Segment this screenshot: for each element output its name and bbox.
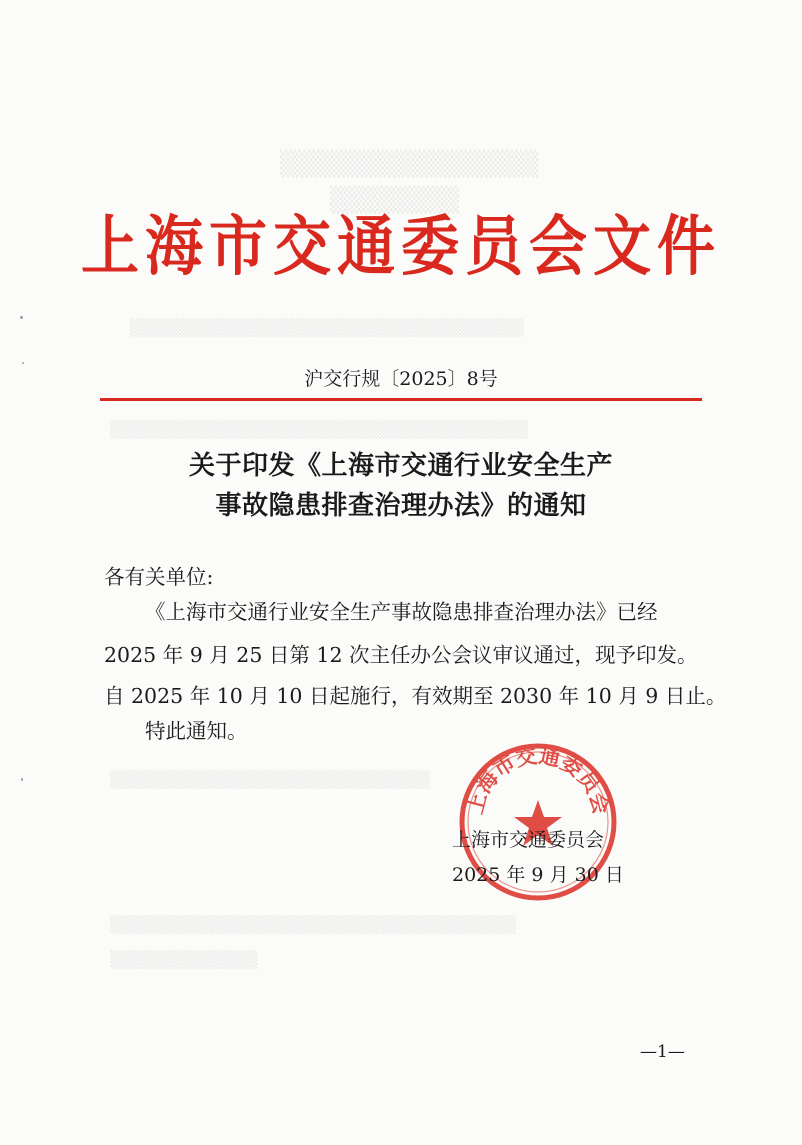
- red-divider-line: [100, 398, 702, 401]
- body-paragraph-1: 《上海市交通行业安全生产事故隐患排查治理办法》已经: [145, 600, 658, 624]
- show-through-text: ▒▒▒▒▒▒▒▒▒▒▒▒: [110, 950, 258, 969]
- page-number: —1—: [640, 1042, 685, 1062]
- document-title-line-2: 事故隐患排查治理办法》的通知: [215, 491, 587, 521]
- seal-text: 上海市交通委员会: [461, 742, 615, 817]
- scan-speck: [21, 778, 23, 781]
- salutation: 各有关单位:: [104, 565, 214, 589]
- scan-speck: [20, 316, 23, 319]
- body-paragraph-3: 自 2025 年 10 月 10 日起施行，有效期至 2030 年 10 月 9 日止。: [104, 684, 727, 708]
- body-paragraph-2: 2025 年 9 月 25 日第 12 次主任办公会议审议通过，现予印发。: [104, 643, 698, 667]
- signing-date: 2025 年 9 月 30 日: [452, 864, 624, 886]
- closing-remark: 特此通知。: [145, 719, 248, 743]
- show-through-text: ▒▒▒▒▒▒▒▒▒▒▒▒▒▒▒▒▒▒▒▒▒▒▒▒▒▒▒▒▒▒▒▒▒: [110, 915, 517, 934]
- issuing-organization-header: 上海市交通委员会文件: [80, 207, 721, 285]
- document-title-line-1: 关于印发《上海市交通行业安全生产: [188, 451, 613, 481]
- show-through-text: ▒▒▒▒▒▒▒▒▒▒▒▒▒▒▒▒▒▒▒▒▒▒▒▒▒▒▒▒▒▒▒▒: [130, 318, 524, 337]
- show-through-text: ▒▒▒▒▒▒▒▒▒▒▒▒▒▒▒▒▒▒▒▒▒▒▒▒▒▒▒▒▒▒▒▒▒▒: [110, 420, 529, 439]
- show-through-text: ▒▒▒▒▒▒▒▒▒▒▒▒▒▒▒▒▒▒▒▒▒▒▒▒▒▒: [110, 770, 430, 789]
- scan-speck: [22, 362, 24, 364]
- show-through-text: ▒▒▒▒▒▒▒▒▒▒▒▒▒▒: [280, 150, 539, 178]
- show-through-text: ▒▒▒▒▒▒▒: [330, 186, 460, 214]
- signing-organization: 上海市交通委员会: [452, 829, 605, 851]
- document-number: 沪交行规〔2025〕8号: [304, 368, 498, 390]
